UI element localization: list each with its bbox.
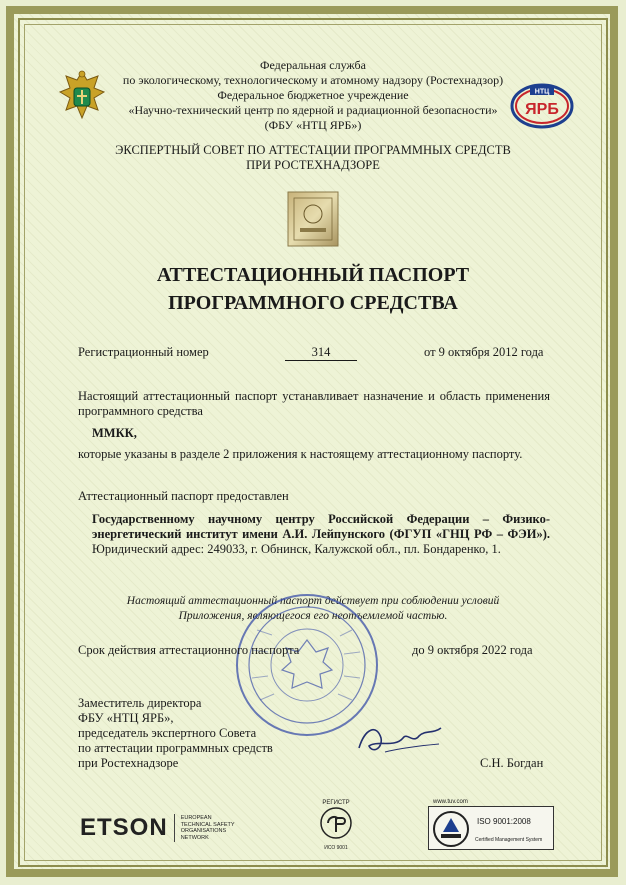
hologram-seal-icon: [286, 190, 340, 248]
recipient-name: Государственному научному центру Российской Федерации – Физико-энергетический институт имени А.И. Лейпунского (ФГУП «ГНЦ РФ – ФЭИ»).: [92, 512, 550, 541]
signatory-line-1: Заместитель директора: [78, 696, 202, 710]
tuv-iso-certificate-logo: [428, 799, 554, 850]
validity-label: Срок действия аттестационного паспорта: [78, 643, 300, 657]
validity-note-line-2: Приложения, являющегося его неотъемлемой частью.: [178, 610, 448, 622]
ntc-yarb-logo-icon: [510, 80, 574, 130]
title-line-2: ПРОГРАММНОГО СРЕДСТВА: [168, 292, 458, 314]
registration-label: Регистрационный номер: [78, 345, 209, 359]
register-logo: [314, 800, 358, 850]
purpose-text: Настоящий аттестационный паспорт устанавливает назначение и область применения программного средства: [78, 389, 550, 418]
signatory-block: [78, 696, 273, 771]
registration-date: от 9 октября 2012 года: [424, 345, 544, 359]
etson-sub-3: ORGANISATIONS: [180, 828, 227, 834]
council-line-2: ПРИ РОСТЕХНАДЗОРЕ: [246, 158, 380, 172]
tuv-seal-icon: [431, 808, 471, 850]
etson-sub-4: NETWORK: [180, 834, 209, 841]
etson-wordmark: ETSON: [80, 814, 168, 841]
signatory-line-4: по аттестации программных средств: [78, 741, 273, 755]
recipient-address: Юридический адрес: 249033, г. Обнинск, Калужской обл., пл. Бондаренко, 1.: [92, 542, 501, 556]
iso-standard: ISO 9001:2008: [477, 817, 531, 826]
agency-line-3: Федеральное бюджетное учреждение: [217, 88, 409, 102]
title-line-1: АТТЕСТАЦИОННЫЙ ПАСПОРТ: [156, 264, 470, 286]
tuv-url: www.tuv.com: [433, 799, 468, 805]
registration-number: 314: [285, 345, 357, 361]
document-title: [60, 261, 566, 317]
provided-label: Аттестационный паспорт предоставлен: [78, 489, 289, 503]
etson-logo: [80, 812, 235, 844]
agency-line-1: Федеральная служба: [260, 58, 366, 72]
purpose-sections: которые указаны в разделе 2 приложения к настоящему аттестационному паспорту.: [78, 447, 523, 461]
logo-main-text: ЯРБ: [525, 101, 559, 118]
signatory-line-3: председатель экспертного Совета: [78, 726, 257, 740]
etson-subtitle: [181, 815, 235, 841]
validity-note-line-1: Настоящий аттестационный паспорт действует при соблюдении условий: [126, 595, 500, 607]
expert-council-heading: [70, 143, 556, 173]
signatory-name: С.Н. Богдан: [480, 756, 544, 770]
agency-line-5: (ФБУ «НТЦ ЯРБ»): [264, 118, 362, 132]
register-bottom-text: ИСО 9001: [324, 845, 348, 851]
software-name: ММКК,: [92, 426, 137, 440]
recipient-organization: [92, 512, 550, 557]
registration-number-wrap: [285, 345, 357, 361]
signatory-line-5: при Ростехнадзоре: [78, 756, 179, 770]
signatory-line-2: ФБУ «НТЦ ЯРБ»,: [78, 711, 174, 725]
etson-sub-1: EUROPEAN: [180, 815, 212, 821]
handwritten-signature-icon: [355, 718, 445, 760]
council-line-1: ЭКСПЕРТНЫЙ СОВЕТ ПО АТТЕСТАЦИИ ПРОГРАММНЫХ СРЕДСТВ: [115, 143, 511, 157]
logo-top-text: НТЦ: [534, 88, 550, 96]
register-seal-icon: [314, 806, 358, 840]
etson-divider: [174, 814, 175, 842]
certified-system: Certified Management System: [475, 837, 543, 843]
validity-date: до 9 октября 2022 года: [412, 643, 533, 657]
agency-line-4: «Научно-технический центр по ядерной и радиационной безопасности»: [128, 103, 498, 117]
register-top-text: РЕГИСТР: [322, 800, 350, 806]
agency-line-2: по экологическому, технологическому и атомному надзору (Ростехнадзор): [122, 73, 504, 87]
double-headed-eagle-emblem-icon: [54, 66, 110, 126]
agency-header: [120, 58, 506, 133]
etson-sub-2: TECHNICAL SAFETY: [180, 821, 235, 828]
